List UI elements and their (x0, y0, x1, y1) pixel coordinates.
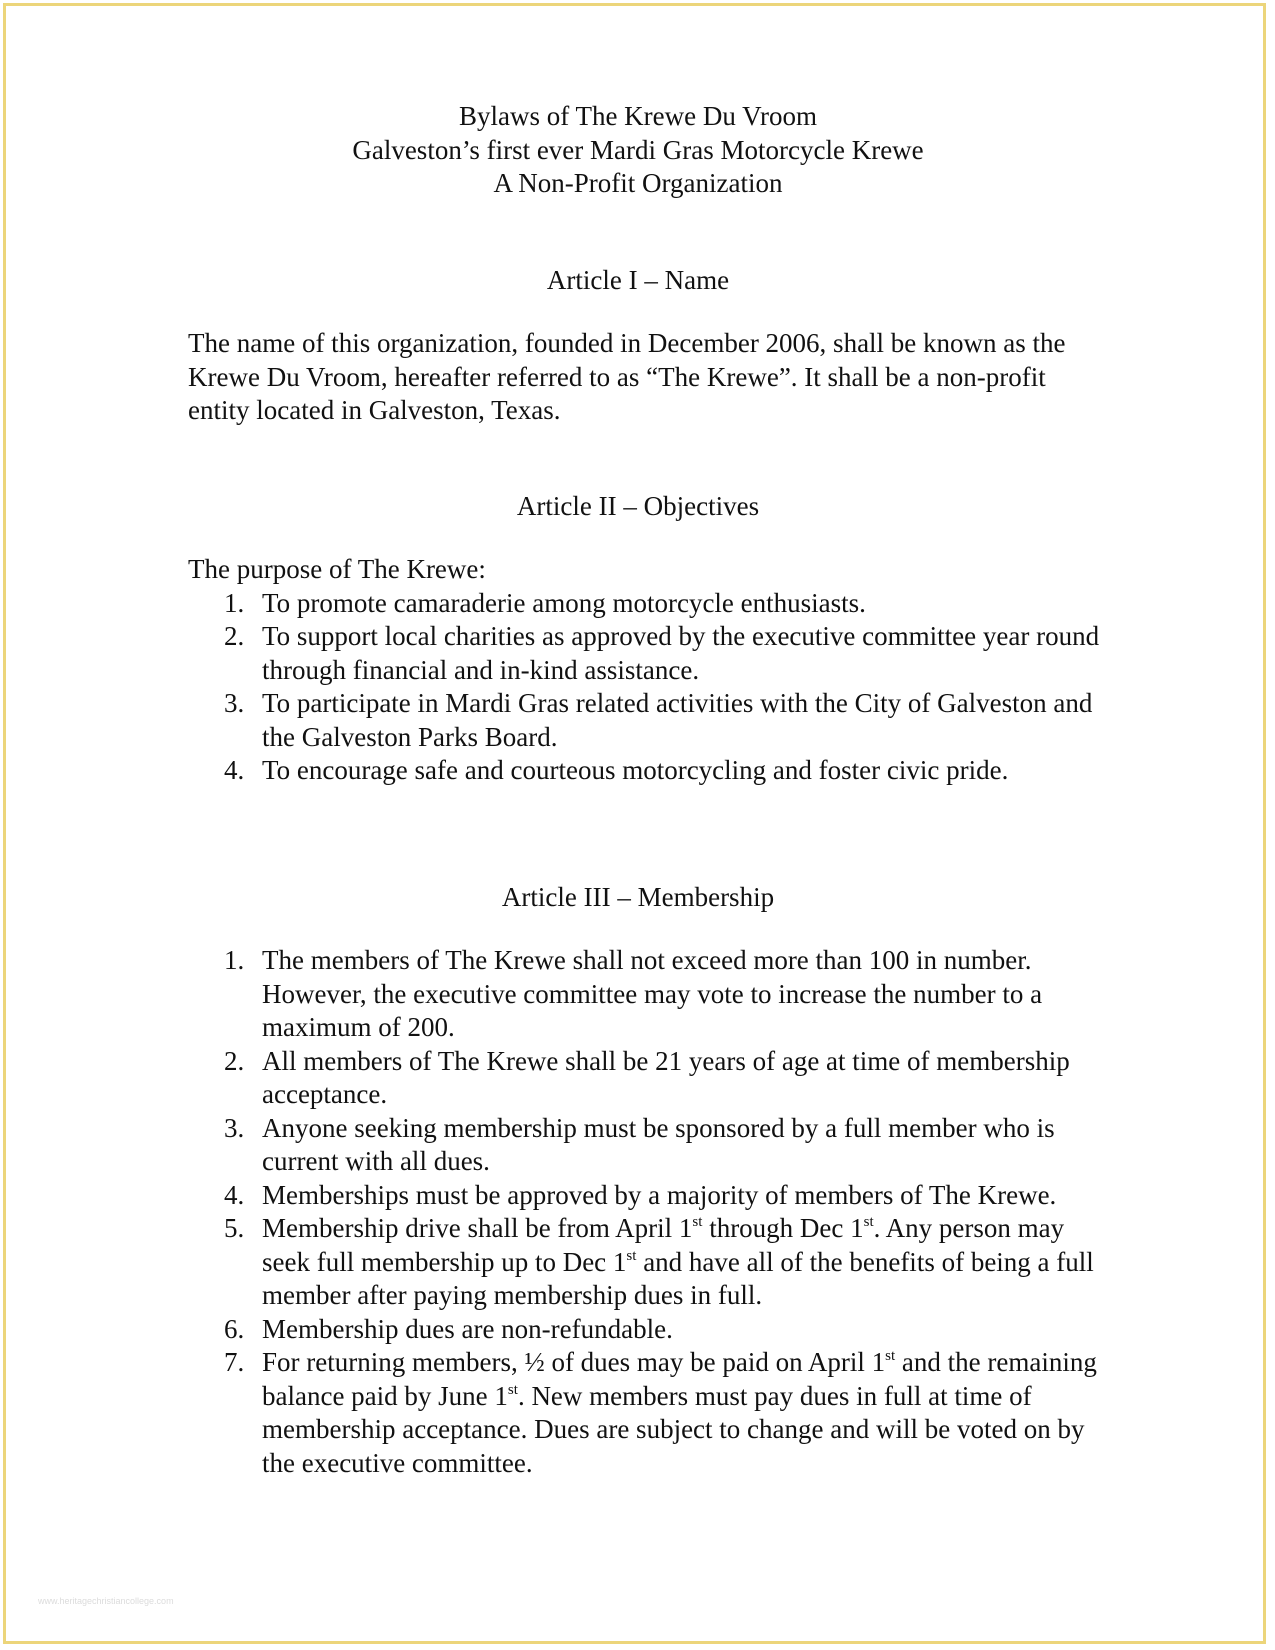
ordinal-suffix: st (626, 1247, 637, 1264)
list-text: Memberships must be approved by a majority of members of The Krewe. (262, 1179, 1057, 1210)
list-number: 1. (224, 945, 245, 975)
list-text: Anyone seeking membership must be sponsored by a full member who is current with all dues. (262, 1112, 1055, 1176)
list-item (188, 1346, 1108, 1480)
membership-list (188, 944, 1108, 1480)
list-item (188, 587, 1108, 621)
list-number: 3. (224, 688, 245, 718)
list-item (188, 687, 1108, 754)
text-segment: through Dec 1 (702, 1213, 864, 1243)
list-text: To participate in Mardi Gras related activities with the City of Galveston and the Galveston Parks Board. (262, 688, 1093, 752)
list-item (188, 1045, 1108, 1112)
objectives-list (188, 587, 1108, 788)
list-text: Membership dues are non-refundable. (262, 1313, 673, 1344)
document-title: Bylaws of The Krewe Du Vroom (458, 101, 818, 131)
watermark-text: www.heritagechristiancollege.com (38, 1596, 174, 1606)
document-page (188, 100, 1108, 1480)
list-item (188, 1313, 1108, 1347)
list-item (188, 1112, 1108, 1179)
article-3-title: Article III – Membership (501, 881, 775, 912)
list-number: 6. (224, 1313, 245, 1344)
list-number: 5. (224, 1213, 245, 1243)
text-segment: . Any person may seek full membership up to Dec 1 (262, 1213, 1065, 1277)
document-header (188, 100, 1088, 201)
list-item (188, 1179, 1108, 1213)
list-item (188, 754, 1108, 788)
article-1-title: Article I – Name (546, 264, 730, 295)
list-item (188, 620, 1108, 687)
list-number: 7. (224, 1347, 245, 1377)
list-number: 2. (224, 1045, 245, 1076)
list-number: 4. (224, 755, 245, 785)
text-segment: and have all of the benefits of being a full member after paying membership dues in full. (262, 1246, 1094, 1310)
list-number: 4. (224, 1179, 245, 1210)
text-segment: Membership drive shall be from April 1 (262, 1213, 693, 1243)
list-text (262, 1213, 1094, 1310)
list-number: 3. (224, 1112, 245, 1143)
list-text: The members of The Krewe shall not exceed more than 100 in number. However, the executive committee may vote to increase the number to a maximum of 200. (262, 945, 1043, 1042)
text-segment: . New members must pay dues in full at time of membership acceptance. Dues are subject to change and will be voted on by the executive committee. (262, 1380, 1085, 1478)
list-number: 2. (224, 621, 245, 651)
list-number: 1. (224, 587, 245, 618)
list-item (188, 944, 1108, 1045)
article-2-title: Article II – Objectives (516, 490, 760, 521)
list-text (262, 1347, 1097, 1478)
text-segment: and the remaining balance paid by June 1 (262, 1347, 1097, 1411)
ordinal-suffix: st (507, 1381, 518, 1398)
document-subtitle-2: A Non-Profit Organization (493, 168, 783, 198)
text-segment: For returning members, ½ of dues may be paid on April 1 (262, 1347, 886, 1377)
ordinal-suffix: st (692, 1214, 703, 1230)
ordinal-suffix: st (885, 1348, 896, 1364)
list-item (188, 1212, 1108, 1313)
list-text: To promote camaraderie among motorcycle enthusiasts. (262, 587, 866, 618)
list-text: To support local charities as approved by the executive committee year round through financial and in-kind assistance. (262, 621, 1100, 685)
article-1-text: The name of this organization, founded in December 2006, shall be known as the Krewe Du Vroom, hereafter referred to as “The Krewe”. It shall be a non-profit entity located in Galveston, Texas. (188, 328, 1066, 425)
list-text: To encourage safe and courteous motorcycling and foster civic pride. (262, 755, 1009, 785)
ordinal-suffix: st (863, 1214, 874, 1230)
article-2-intro: The purpose of The Krewe: (188, 554, 486, 584)
document-subtitle: Galveston’s first ever Mardi Gras Motorcycle Krewe (352, 134, 924, 165)
list-text: All members of The Krewe shall be 21 years of age at time of membership acceptance. (262, 1045, 1070, 1109)
